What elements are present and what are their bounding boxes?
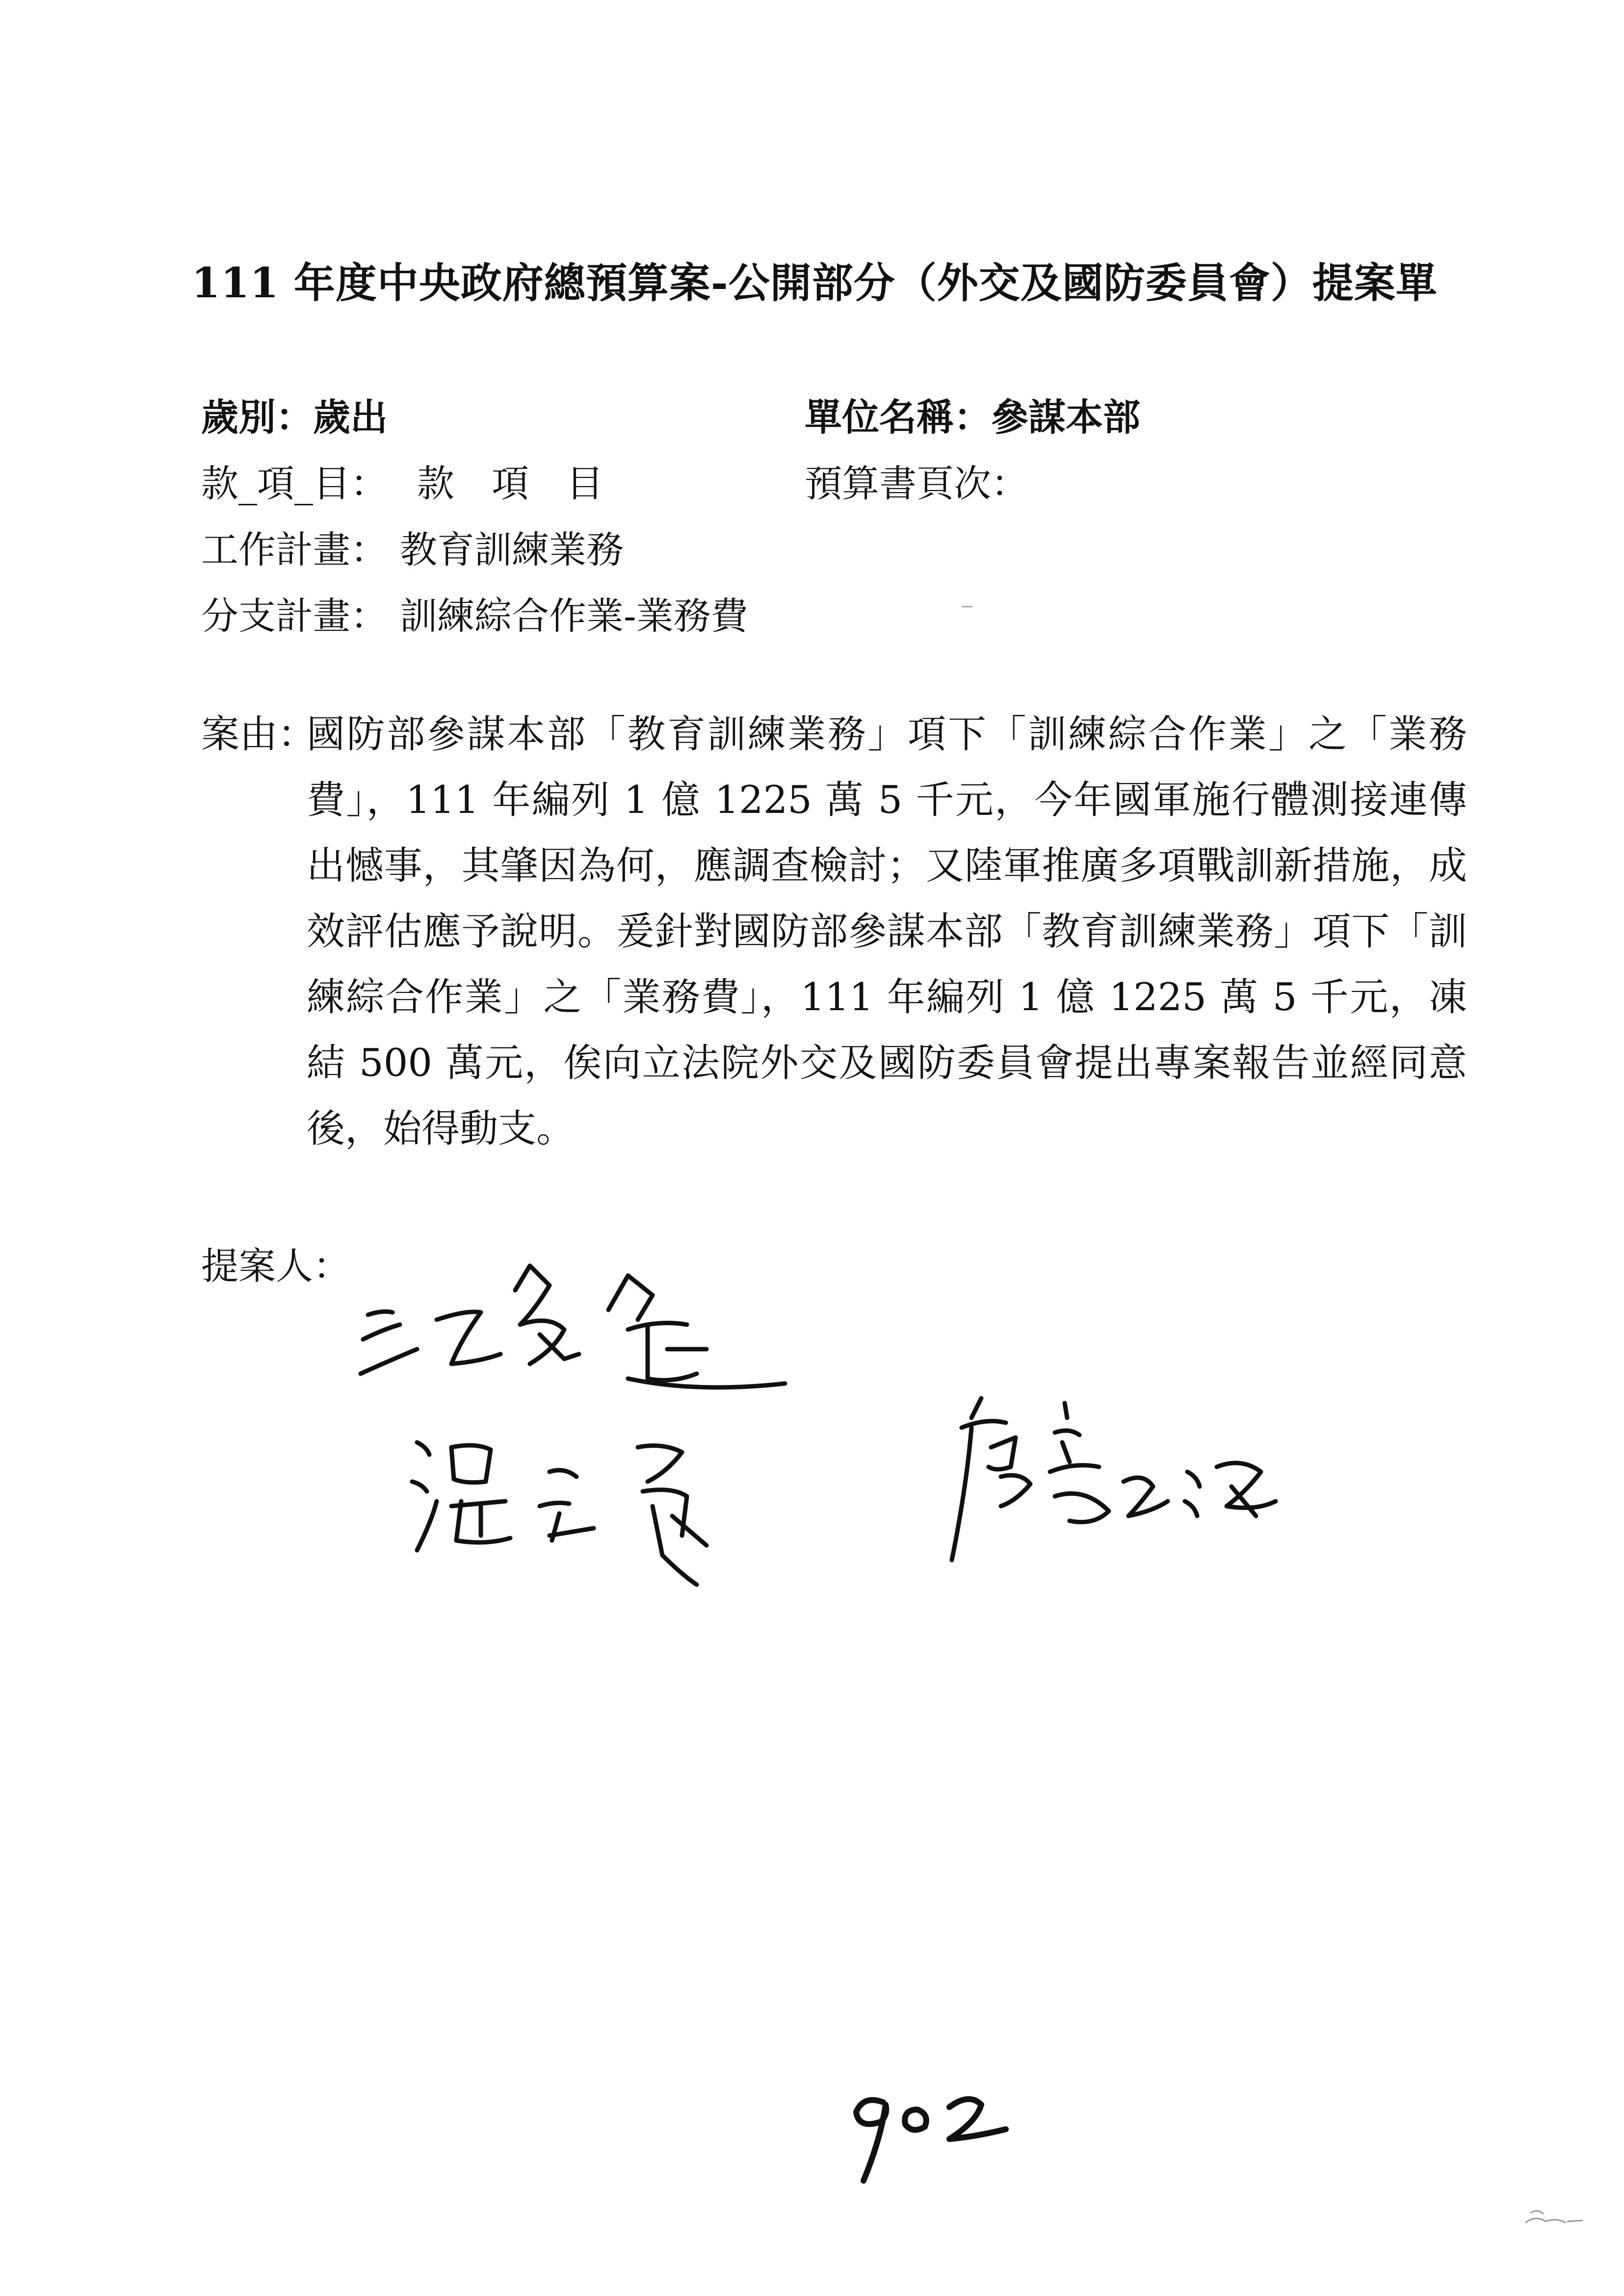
signature-1 bbox=[353, 1256, 814, 1403]
item-label: 款_項_目： bbox=[201, 462, 388, 505]
scan-speck bbox=[962, 606, 972, 607]
reason-label: 案由： bbox=[201, 712, 316, 757]
category-field: 歲別：歲出 bbox=[201, 395, 388, 439]
unit-name-field: 單位名稱：參謀本部 bbox=[805, 395, 1140, 439]
scan-artifact-icon bbox=[1521, 2203, 1590, 2232]
item-value: 款 項 目 bbox=[417, 462, 603, 505]
reason-text: 國防部參謀本部「教育訓練業務」項下「訓練綜合作業」之「業務費」，111 年編列 1 億 1225 萬 5 千元，今年國軍施行體測接連傳出憾事，其肇因為何，應調查檢討；又陸軍推廣多項戰訓新措施，成效評估應予說明。爰針對國防部參謀本部「教育訓練業務」項下「訓練綜合作業」之「業務費」，111 年編列 1 億 1225 萬 5 千元，凍結 500 萬元，俟向立法院外交及國防委員會提出專案報告並經同意後，始得動支。 bbox=[307, 712, 1467, 1151]
budget-page-label: 預算書頁次： bbox=[805, 462, 1028, 505]
work-plan-label: 工作計畫： bbox=[201, 528, 388, 572]
signature-2 bbox=[407, 1428, 760, 1590]
handwritten-signature-icon bbox=[407, 1428, 760, 1590]
sub-plan-value: 訓練綜合作業-業務費 bbox=[400, 594, 748, 638]
proposer-label: 提案人： bbox=[201, 1244, 350, 1288]
reason-section bbox=[201, 702, 1467, 1162]
page-number bbox=[844, 2075, 1021, 2195]
scan-mark bbox=[1521, 2203, 1590, 2234]
document-title: 111 年度中央政府總預算案-公開部分（外交及國防委員會）提案單 bbox=[191, 259, 1438, 307]
handwritten-page-number-icon bbox=[844, 2075, 1021, 2193]
handwritten-signature-icon bbox=[353, 1256, 814, 1403]
handwritten-signature-icon bbox=[942, 1388, 1285, 1575]
signature-3 bbox=[942, 1388, 1285, 1575]
sub-plan-label: 分支計畫： bbox=[201, 594, 388, 638]
work-plan-value: 教育訓練業務 bbox=[400, 528, 624, 572]
